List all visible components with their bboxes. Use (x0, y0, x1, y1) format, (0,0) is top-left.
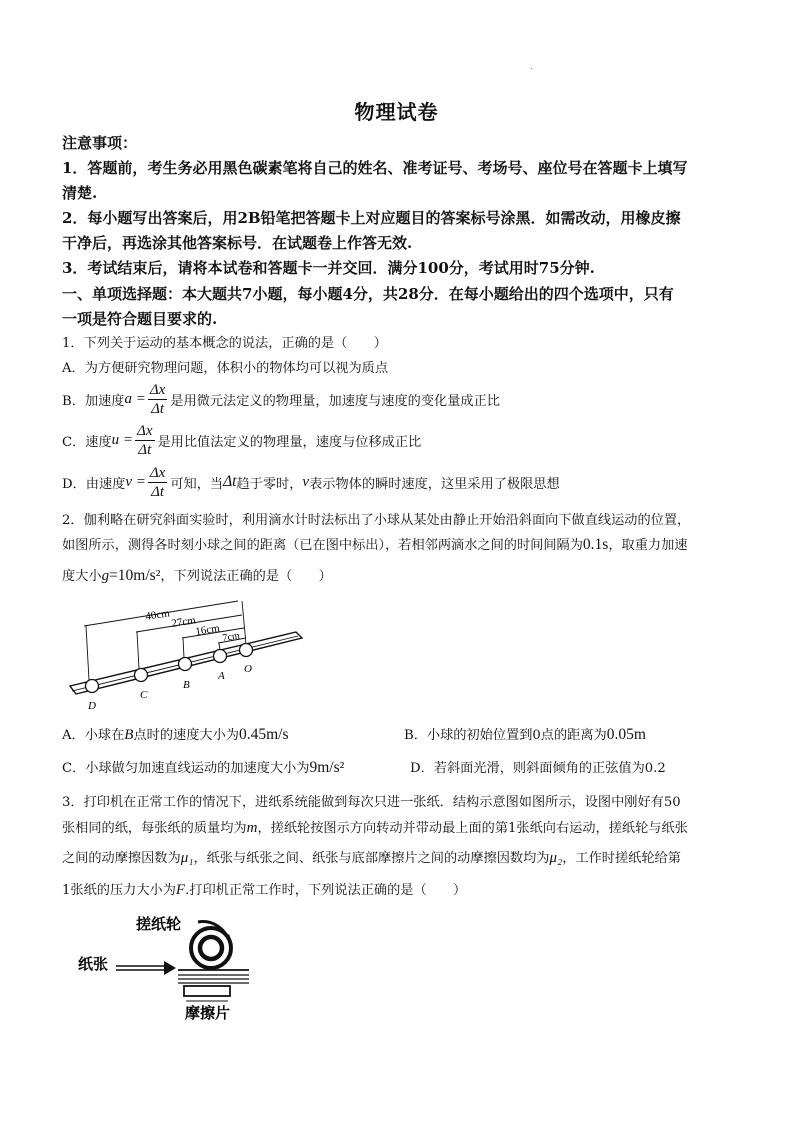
q2-option-d: D．若斜面光滑，则斜面倾角的正弦值为0.2 (410, 761, 666, 776)
q1-b-denominator: Δt (151, 400, 165, 417)
note-1-line-1: 1．答题前，考生务必用黑色碳素笔将自己的姓名、准考证号、考场号、座位号在答题卡上填写 (62, 159, 688, 177)
q2-ball-b (179, 658, 192, 671)
notes-heading: 注意事项： (62, 134, 138, 152)
q2-point-a: A (218, 670, 225, 682)
q1-d-denominator: Δt (151, 483, 165, 500)
q3-line-4-post: .打印机正常工作时，下列说法正确的是（ ） (185, 883, 467, 898)
q3-f: F (175, 882, 186, 898)
q1-d-delta-t: Δt (223, 473, 237, 490)
q3-line-3-mid: ，纸张与纸张之间、纸张与底部摩擦片之间的动摩擦因数均为 (193, 851, 550, 866)
q2-b-text: B．小球的初始位置到0点的距离为 (404, 728, 607, 743)
q2-line-3 (62, 565, 332, 585)
q2-line-3-post: ，下列说法正确的是（ ） (160, 569, 332, 584)
q1-c-text: 是用比值法定义的物理量，速度与位移成正比 (157, 434, 422, 450)
q3-line-1: 3．打印机在正常工作的情况下，进纸系统能做到每次只进一张纸．结构示意图如图所示，设图中刚好有50 (62, 795, 681, 810)
q2-leader-c (137, 632, 139, 669)
q3-line-2 (62, 817, 688, 837)
q1-b-text: 是用微元法定义的物理量，加速度与速度的变化量成正比 (170, 393, 500, 409)
q2-incline-figure (62, 596, 312, 714)
q2-point-o: O (244, 663, 252, 675)
note-2-line-1: 2．每小题写出答案后，用2B铅笔把答题卡上对应题目的答案标号涂黑．如需改动，用橡皮擦 (62, 209, 681, 227)
q1-b-fraction (148, 381, 167, 418)
q3-pad-label: 摩擦片 (185, 1006, 231, 1022)
q1-d-text-1: 可知，当 (170, 476, 224, 492)
q3-printer-figure (74, 906, 254, 1024)
q2-line-2 (62, 534, 687, 554)
q1-d-v: v (302, 473, 310, 490)
q2-g: g (101, 568, 110, 584)
page-title: 物理试卷 (354, 100, 439, 124)
q2-label-40cm: 40cm (144, 607, 171, 623)
q2-g-value: =10m/s² (109, 567, 161, 584)
q2-ball-a (214, 650, 227, 663)
q1-d-text-2: 趋于零时， (236, 476, 303, 492)
q2-option-b (404, 724, 646, 744)
q1-b-prefix: B．加速度 (62, 393, 125, 409)
q2-point-c: C (140, 689, 148, 701)
q1-c-prefix: C．速度 (62, 434, 112, 450)
q3-feed-arrowhead (164, 961, 176, 975)
q3-mu2: μ₂ (549, 850, 563, 866)
q1-d-var: v = (125, 473, 146, 490)
q2-interval: 0.1s (582, 536, 609, 553)
q3-line-4 (62, 879, 466, 899)
q1-option-d (62, 463, 560, 501)
q3-line-4-text: 1张纸的压力大小为 (62, 883, 176, 898)
q2-c-text: C．小球做匀加速直线运动的加速度大小为 (62, 761, 310, 776)
q2-label-27cm: 27cm (170, 614, 197, 630)
q2-a-point: B (124, 727, 134, 743)
q2-leader-b (183, 638, 184, 658)
q1-c-var: u = (111, 431, 134, 448)
q3-line-3-post: ，工作时搓纸轮给第 (562, 851, 681, 866)
q3-wheel-hub (200, 937, 222, 959)
q2-ball-o (240, 644, 253, 657)
q3-line-3 (62, 847, 681, 867)
q2-line-2-post: ，取重力加速 (608, 538, 688, 553)
q2-label-7cm: 7cm (221, 630, 241, 644)
q2-line-3-text: 度大小 (62, 569, 102, 584)
q2-option-a (62, 724, 288, 744)
q1-option-b (62, 380, 500, 418)
q2-a-text: 点时的速度大小为 (133, 728, 239, 743)
q2-line-1: 2．伽利略在研究斜面实验时，利用滴水计时法标出了小球从某处由静止开始沿斜面向下做直线运动的位置， (62, 513, 691, 528)
q2-ball-d (86, 680, 99, 693)
q2-point-b: B (183, 679, 190, 691)
q2-leader-d (86, 626, 89, 680)
q3-line-3-text: 之间的动摩擦因数为 (62, 851, 181, 866)
q1-stem: 1．下列关于运动的基本概念的说法，正确的是（ ） (62, 336, 387, 351)
header-dot: . (530, 62, 533, 72)
section-1-line-1: 一、单项选择题：本大题共7小题，每小题4分，共28分．在每小题给出的四个选项中，只有 (62, 285, 674, 303)
q2-ball-c (135, 669, 148, 682)
q2-option-c (62, 757, 344, 777)
q3-line-2-text: 张相同的纸，每张纸的质量均为 (62, 821, 247, 836)
q1-c-numerator: Δx (137, 422, 153, 439)
q3-friction-pad (184, 986, 230, 996)
q2-c-value: 9m/s² (309, 759, 345, 776)
q3-mu1: μ₁ (180, 850, 194, 866)
q1-option-c (62, 421, 421, 459)
q3-line-2-post: ，搓纸轮按图示方向转动并带动最上面的第1张纸向右运动，搓纸轮与纸张 (257, 821, 688, 836)
q1-d-fraction (148, 464, 167, 501)
q3-paper-label: 纸张 (78, 957, 109, 973)
q3-m: m (246, 820, 258, 836)
q1-d-prefix: D．由速度 (62, 476, 126, 492)
note-1-line-2: 清楚. (62, 184, 98, 202)
q2-line-2-text: 如图所示，测得各时刻小球之间的距离（已在图中标出），若相邻两滴水之间的时间间隔为 (62, 538, 583, 553)
q1-option-a: A．为方便研究物理问题，体积小的物体均可以视为质点 (62, 361, 389, 376)
q2-a-prefix: A．小球在 (62, 728, 125, 743)
q1-c-denominator: Δt (138, 441, 152, 458)
q2-label-16cm: 16cm (194, 622, 221, 638)
q1-c-fraction (135, 422, 154, 459)
q2-point-d: D (88, 700, 96, 712)
q1-d-text-3: 表示物体的瞬时速度，这里采用了极限思想 (309, 476, 560, 492)
q1-b-var: a = (124, 390, 146, 407)
q2-leader-o (242, 601, 246, 644)
q2-b-value: 0.05m (606, 726, 646, 743)
section-1-line-2: 一项是符合题目要求的. (62, 310, 218, 328)
note-2-line-2: 干净后，再选涂其他答案标号．在试题卷上作答无效. (62, 234, 413, 252)
q1-b-numerator: Δx (149, 381, 166, 398)
note-3: 3．考试结束后，请将本试卷和答题卡一并交回．满分100分，考试用时75分钟. (62, 259, 595, 277)
q2-a-value: 0.45m/s (238, 726, 289, 743)
q1-d-numerator: Δx (149, 464, 166, 481)
q3-wheel-label: 搓纸轮 (136, 917, 182, 933)
